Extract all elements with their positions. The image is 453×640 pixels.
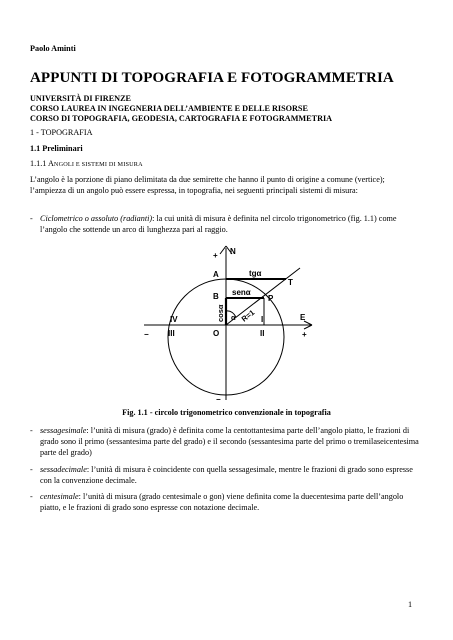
list-item-term: sessadecimale: [40, 465, 87, 474]
list-item: [30, 491, 420, 514]
list-item: [30, 425, 420, 459]
point-T-label: T: [288, 278, 293, 287]
list-item-term: centesimale: [40, 492, 79, 501]
list-item-body: : la cui unità di misura è definita nel circolo trigonometrico (fig. 1.1) come l’angolo che sottende un arco di lunghezza pari al raggio.: [40, 214, 397, 235]
sine-label: senα: [232, 288, 251, 297]
minus-bottom-label: −: [216, 395, 221, 404]
list-item-body: : l’unità di misura (grado) è definita come la centottantesima parte dell’angolo piatto, le frazioni di grado sono il primo (sessantesima parte del grado) e il secondo (sessantesima parte del primo o tremilaseicentesima parte del grado): [40, 426, 419, 458]
trigonometric-circle-figure: [140, 240, 320, 405]
page-number: 1: [408, 600, 413, 609]
university-line: UNIVERSITÀ DI FIRENZE: [30, 94, 132, 103]
degree-course-line: CORSO LAUREA IN INGEGNERIA DELL’AMBIENTE E DELLE RISORSE: [30, 104, 308, 113]
list-item-text: [40, 464, 420, 486]
subsection-initial: A: [47, 159, 54, 168]
list-item-body: : l’unità di misura è coincidente con quella sessagesimale, mentre le frazioni di grado sono espresse con la convenzione decimale.: [40, 465, 413, 486]
plus-top-label: +: [213, 251, 218, 260]
cosine-label: cosα: [216, 304, 225, 322]
tangent-label: tgα: [249, 269, 262, 278]
list-item-term: sessagesimale: [40, 426, 87, 435]
figure-caption: Fig. 1.1 - circolo trigonometrico convenzionale in topografia: [122, 408, 331, 417]
section-heading: 1.1 Preliminari: [30, 144, 83, 153]
quadrant-III-label: III: [168, 329, 175, 338]
list-item-body: : l’unità di misura (grado centesimale o gon) viene definita come la duecentesima parte dell’angolo piatto, e le frazioni di grado sono espresse con notazione decimale.: [40, 492, 404, 513]
subsection-number: 1.1.1: [30, 159, 47, 168]
bullet-dash: -: [30, 214, 33, 223]
plus-right-label: +: [302, 330, 307, 339]
point-P-label: P: [268, 294, 274, 303]
radius-label: R=1: [239, 307, 257, 324]
list-item-text: [40, 491, 420, 513]
bullet-dash: -: [30, 426, 33, 435]
author-name: Paolo Aminti: [30, 44, 76, 53]
intro-paragraph: L’angolo è la porzione di piano delimitata da due semirette che hanno il punto di origine a comune (vertice); l’ampiezza di un angolo può essere espressa, in topografia, nei seguenti principali sistemi di misura:: [30, 175, 385, 196]
list-item-text: [40, 213, 420, 235]
point-A-label: A: [213, 270, 219, 279]
list-item-term: Ciclometrico o assoluto (radianti): [40, 214, 153, 223]
east-label: E: [300, 313, 306, 322]
subsection-title: NGOLI E SISTEMI DI MISURA: [53, 161, 143, 168]
quadrant-IV-label: IV: [170, 315, 178, 324]
north-label: N: [230, 247, 236, 256]
east-arrow-bottom: [304, 325, 312, 329]
bullet-dash: -: [30, 492, 33, 501]
alpha-label: α: [231, 313, 236, 322]
minus-left-label: −: [144, 330, 149, 339]
course-line: CORSO DI TOPOGRAFIA, GEODESIA, CARTOGRAFIA E FOTOGRAMMETRIA: [30, 114, 333, 123]
bullet-dash: -: [30, 465, 33, 474]
quadrant-II-label: II: [260, 329, 265, 338]
list-item: [30, 213, 420, 236]
list-item: [30, 464, 420, 487]
document-title: APPUNTI DI TOPOGRAFIA E FOTOGRAMMETRIA: [30, 70, 394, 86]
chapter-heading: 1 - TOPOGRAFIA: [30, 128, 93, 137]
quadrant-I-label: I: [261, 315, 264, 324]
list-item-text: [40, 425, 420, 459]
origin-label: O: [213, 329, 220, 338]
point-B-label: B: [213, 292, 219, 301]
north-arrow-left: [220, 246, 226, 254]
subsection-heading: [30, 159, 143, 168]
